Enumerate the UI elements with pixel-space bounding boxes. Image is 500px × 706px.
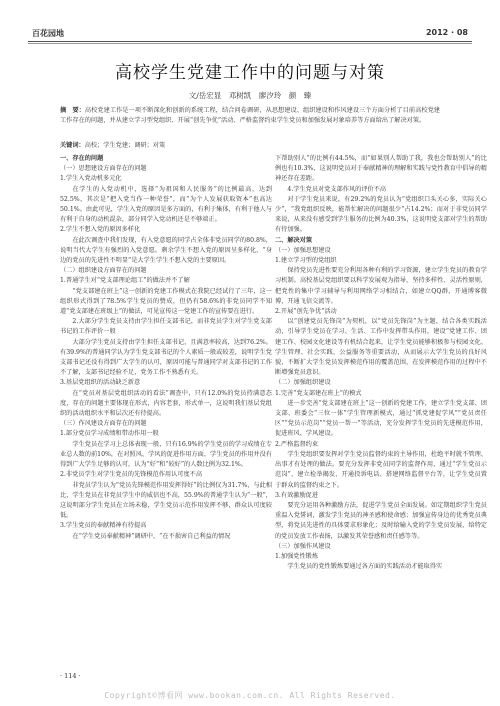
section-heading: 一、存在的问题 xyxy=(60,155,104,162)
subsection-heading: （二）组织建设方面存在的问题 xyxy=(60,267,147,275)
body-paragraph: 要充分运用各种激励方法，促进学生党员全面发展。如定期组织学生党员重温入党誓词，激发学生党员的神圣感和使命感；加强宣传身边的优秀党员典型，将党员先进性的具体要求形象化；及时给输入党的学生党员发展，给特定的党员发放工作表扬，以激发其荣誉感和责任感等等。 xyxy=(275,501,487,540)
author-line: 文/岳宏显 邓树凯 廖汐玲 颜 臻 xyxy=(188,91,312,100)
subsection-heading: 2.非党员学生对学生党员的先锋模范作用认可度不高 xyxy=(60,471,203,479)
subsection-heading: 3.基层党组织的活动缺乏新意 xyxy=(60,379,141,387)
header-rule-thin xyxy=(28,43,472,44)
journal-header xyxy=(28,26,472,40)
body-paragraph: 下帮助别人”的比例有44.5%，而“如果别人帮助了我，我也会帮助别人”的比例也有10.3%，这说明党员对于奉献精神的理解和实践与党性教育中倡导的精神还存在差距。 xyxy=(275,155,487,183)
subsection-heading: 2.学生不想入党的原因多样化 xyxy=(60,226,141,234)
issue-label: 2012 · 08 xyxy=(425,28,468,37)
subsection-heading: 1.建立学习型的党组织 xyxy=(275,257,337,265)
subsection-heading: 1.完善“党支部建在班上”的模式 xyxy=(275,389,362,397)
body-paragraph: 学生党组织要发挥对学生党员监督约束的主导作用，杜绝平时就不管理、出事才有处理的做法。要充分发挥非党员同学的监督作用，通过“学生党员示范岗”、建立检举揭发、开通投诉电话、搭建网络监督平台等，让学生党员置于群众的监督约束之下。 xyxy=(275,450,487,489)
body-paragraph: 保持党员先进性要充分利用各种有利的学习资源，建立学生党员的教育学习机制。高校基层党组织要以科学发展观为指导，坚持多样性、灵活性原则，把党性的集中学习辅导与利用网络学习相结合，如建立QQ群、开通博客微博，开通飞信交流等。 xyxy=(275,267,487,305)
body-paragraph: 以“创建党员先锋岗”为契机，以“党员先锋岗”为主题，结合各类实践活动，引导学生党员在学习、生活、工作中发挥带头作用，建设“党建工作、团建工作、校园文化建设等有机结合起来，让学生党员能够积极参与校园文化、学生管理、社会实践、公益服务等重要活动，从而展示大学生党员的良好风貌，不断扩大学生党员发挥模范作用的覆盖范围，在发挥模范作用的过程中不断增强党员意识。 xyxy=(275,318,487,377)
section-label: 百花园地 xyxy=(32,29,64,38)
subsection-heading: （一）加强思想建设 xyxy=(275,246,331,254)
abstract-label: 摘 要： xyxy=(60,107,85,114)
body-paragraph: 在“党员对基层党组织活动的看法”调查中，只有12.0%的党员持满意态度，存在的问题主要体现在形式，内容老套，形式单一，这说明我们基层党组织的活动组织水平和层次还有待提高。 xyxy=(60,389,272,418)
subsection-heading: （二）加强组织建设 xyxy=(275,379,331,387)
keywords-label: 关键词： xyxy=(60,142,85,149)
body-paragraph: 对于学生党员来说，有29.2%的党员认为“党组织口头关心多，实际关心少”，“我党组织反映，能帮忙解决的问题很少”占14.2%；而对于非党员同学来说，从来没有感受到学生服务的比例为40.3%，这说明党支部对学生的帮助有待加强。 xyxy=(275,195,487,234)
body-paragraph: 在“学生党员奉献精神”调研中，“在不损害自己利益的情况 xyxy=(72,532,231,540)
body-paragraph: 4.学生党员对党支部作风的评价不高 xyxy=(287,185,387,193)
body-paragraph: 大部分学生党员支持由学生担任支部书记，且满意率较高，达到76.2%。有39.9%的普通同学认为学生党支部书记的个人素质一般或较差，说明学生党支部书记还没有得到广大学生的认可，原因可能与普通同学对支部书记的工作不了解，支部书记经验不足，党务工作不熟悉有关。 xyxy=(60,338,272,377)
subsection-heading: 1.加强党性锻炼 xyxy=(275,552,319,560)
subsection-heading: （三）作风建设方面存在的问题 xyxy=(60,420,147,428)
subsection-heading: 2.严格监督约束 xyxy=(275,440,319,448)
header-rule xyxy=(28,41,472,42)
subsection-heading: 1.普通学生对“党支部理论组工”的做法并不了解 xyxy=(60,277,190,285)
body-paragraph: “党支部建在班上”这一创新的党建工作模式在我院已经试行了三年，这一组织形式得到了78.5%学生党员的赞成，但仍有58.6%的非党员同学不知道“党支部建在班级上”的做法，可见宣传这一党建工作的宣传要在进行。 xyxy=(60,287,272,316)
subsection-heading: 3.有效激励促进 xyxy=(275,491,319,499)
subsection-heading: 1.学生入党动机多元化 xyxy=(60,175,122,183)
abstract-text: 高校党建工作是一项不断深化和创新的系统工程，结合问卷调研，从思想建设、组织建设和作风建设三个方面分析了目前高校党建工作存在的问题，并从建立学习型党组织、开展“创先争优”活动、严格监督约束学生党员和加强发展对象培养等方面给出了解决对策。 xyxy=(60,107,440,124)
subsection-heading: 3.学生党员的奉献精神有待提高 xyxy=(60,522,147,530)
keywords-text: 高校；学生党建；调研；对策 xyxy=(84,142,166,149)
body-paragraph: 学生党员的党性锻炼要通过各方面的实践活动才能取得实 xyxy=(287,563,443,571)
section-heading: 二、解决对策 xyxy=(275,236,313,244)
body-paragraph: 进一步完善“党支部建在班上”这一创新的党建工作，建立学生党支部、团支部、班委会“三位一体”学生管理新模式，通过“抓党建促学风”“党员责任区”“党员示范岗”“党员一帮一”等活动，充分发挥学生党员的先进模范作用，促进班风、学风建设。 xyxy=(275,399,487,438)
body-paragraph: 学生党员在学习上总体表现一般，只有16.9%的学生党员的学习成绩在专业总人数的前10%，在对照风、学风的促进作用方面，学生党员的作用并没有得到广大学生足够的认可，认为“好”和“较好”的人数比例为32.1%。 xyxy=(60,440,272,469)
subsection-heading: （一）思想建设方面存在的问题 xyxy=(60,165,147,173)
page-number: · 114 · xyxy=(60,672,81,680)
body-paragraph: 2.大部分学生党员支持由学生担任支部书记，而非党员学生对学生党支部书记的工作评价一般 xyxy=(60,318,272,336)
subsection-heading: （三）加强作风建设 xyxy=(275,542,331,550)
body-paragraph: 在此次调查中我们发现，有入党意愿的同学占全体非党员同学的80.8%，说明当代大学生有强烈的入党意愿。剩余学生不想入党的原因呈多样化，“身边的党员的先进性不明显”是大学生学生不想入党的主要原因。 xyxy=(60,236,272,265)
subsection-heading: 2.开展“创先争优”活动 xyxy=(275,308,337,316)
copyright-footer: Copyright©博看网 www.bookan.com.cn. All Rights Reserved. xyxy=(104,691,396,700)
body-paragraph: 非党员学生认为“党员先锋模范作用发挥得好”的比例仅为31.7%，与此相比，学生党员在非党员学生中的威信也不高，55.9%的普通学生认为“一般”，这说明部分学生党员在立场未稳，学生党员示范作用发挥不够，群众认可度较低。 xyxy=(60,481,272,520)
body-paragraph: 在学生的入党动机中，选择“为祖国和人民服务”的比例最高，达到52.5%，其次是“把入党当作一种荣誉”，而“为个人发展获取资本”也高达50.1%。由此可见，学生入党的原因是多方面的，有利于集体，有利于他人与有利于自身的动机混杂，部分同学入党动机还是不够端正。 xyxy=(60,185,272,224)
right-column xyxy=(275,154,487,572)
keywords xyxy=(60,140,440,149)
abstract xyxy=(60,106,440,126)
subsection-heading: 1.部分党员学习成绩和带动作用一般 xyxy=(60,430,159,438)
paper-title: 高校学生党建工作中的问题与对策 xyxy=(115,63,385,83)
left-column xyxy=(60,154,272,542)
